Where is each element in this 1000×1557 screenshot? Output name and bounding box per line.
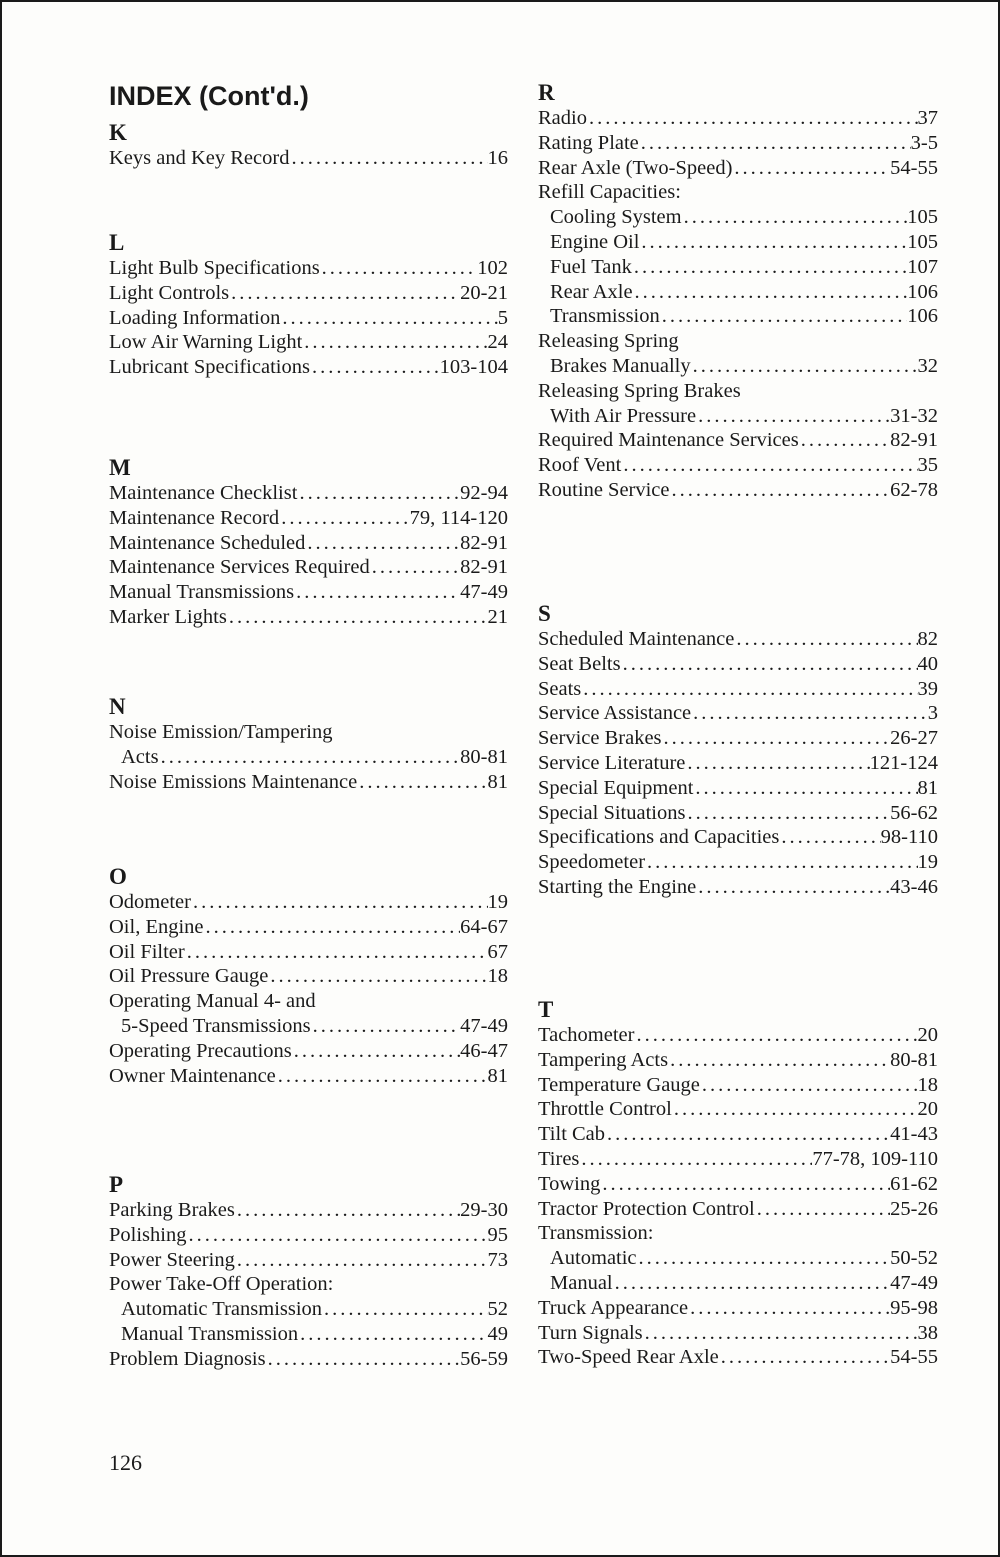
dot-leader (297, 481, 460, 506)
index-entry (538, 428, 938, 453)
entry-page: 95-98 (890, 1296, 938, 1319)
dot-leader (755, 1197, 890, 1222)
index-entry (538, 354, 938, 379)
entry-heading: Operating Manual 4- and (109, 990, 316, 1013)
index-entry (538, 751, 938, 776)
entry-page: 24 (487, 331, 508, 354)
dot-leader (691, 354, 918, 379)
index-entry (109, 1064, 508, 1089)
entry-page: 81 (917, 776, 938, 799)
dot-leader (191, 890, 488, 915)
entry-page: 18 (917, 1073, 938, 1096)
entry-page: 3 (927, 702, 938, 725)
index-entry (109, 1223, 508, 1248)
index-entry (538, 156, 938, 181)
entry-page: 73 (487, 1248, 508, 1271)
entry-page: 92-94 (460, 482, 508, 504)
index-entry (109, 940, 508, 965)
entry-text: Tires (538, 1147, 580, 1170)
dot-leader (643, 1321, 918, 1346)
index-entry (109, 580, 508, 605)
index-entry (538, 1097, 938, 1122)
entry-page: 43-46 (890, 875, 938, 898)
index-entry (538, 1172, 938, 1197)
dot-leader (633, 280, 908, 305)
entry-page: 35 (917, 454, 938, 477)
dot-leader (685, 801, 890, 826)
index-entry (109, 1198, 508, 1223)
dot-leader (266, 1347, 461, 1372)
entry-text: Rear Axle (Two-Speed) (538, 156, 733, 179)
entry-text: Operating Precautions (109, 1039, 292, 1062)
entry-heading: Transmission: (538, 1222, 654, 1245)
dot-leader (632, 255, 907, 280)
index-entry (538, 404, 938, 429)
dot-leader (268, 964, 487, 989)
entry-text: Speedometer (538, 851, 646, 874)
index-entry (109, 146, 508, 171)
entry-text: Scheduled Maintenance (538, 628, 735, 650)
entry-page: 81 (487, 1064, 508, 1087)
index-entry (538, 1197, 938, 1222)
dot-leader (691, 701, 928, 726)
entry-page: 102 (477, 257, 508, 279)
entry-text: Specifications and Capacities (538, 826, 780, 849)
dot-leader (229, 281, 460, 306)
dot-leader (320, 256, 478, 281)
dot-leader (639, 230, 907, 255)
index-entry (109, 355, 508, 380)
entry-text: Rating Plate (538, 131, 639, 154)
index-entry (538, 304, 938, 329)
entry-page: 54-55 (890, 156, 938, 179)
entry-text: Maintenance Services Required (109, 556, 370, 579)
index-entry (538, 1023, 938, 1048)
dot-leader (311, 1014, 461, 1039)
entry-page: 18 (487, 965, 508, 988)
entry-page: 39 (917, 677, 938, 700)
index-entry (538, 875, 938, 900)
entry-page: 56-59 (460, 1347, 508, 1370)
dot-leader (302, 330, 487, 355)
entry-page: 40 (917, 652, 938, 675)
entry-page: 56-62 (890, 801, 938, 824)
entry-page: 46-47 (460, 1039, 508, 1062)
index-entry (538, 627, 938, 652)
entry-text: Throttle Control (538, 1098, 672, 1121)
section-n (109, 694, 508, 794)
entry-text: Lubricant Specifications (109, 356, 310, 379)
entry-page: 47-49 (460, 581, 508, 604)
entry-heading: Noise Emission/Tampering (109, 721, 333, 743)
dot-leader (587, 106, 918, 131)
index-entry (109, 915, 508, 940)
index-entry (109, 1248, 508, 1273)
index-entry (538, 701, 938, 726)
entry-page: 62-78 (890, 478, 938, 501)
dot-leader (670, 478, 891, 503)
section-letter: K (109, 120, 127, 145)
entry-page: 81 (487, 770, 508, 793)
entry-text: Parking Brakes (109, 1199, 235, 1221)
index-entry (109, 531, 508, 556)
entry-page: 106 (907, 305, 938, 328)
index-entry (109, 555, 508, 580)
index-entry (538, 131, 938, 156)
index-entry (538, 825, 938, 850)
section-s (538, 601, 938, 900)
index-entry (109, 506, 508, 531)
entry-text: Oil Pressure Gauge (109, 965, 269, 988)
entry-page: 77-78, 109-110 (812, 1147, 938, 1170)
index-entry (109, 481, 508, 506)
entry-text: Seat Belts (538, 652, 621, 675)
entry-text: Rear Axle (550, 280, 633, 303)
index-entry (538, 1147, 938, 1172)
index-entry (109, 1297, 508, 1322)
section-l (109, 230, 508, 380)
entry-page: 64-67 (460, 915, 508, 938)
dot-leader (719, 1345, 890, 1370)
entry-page: 105 (907, 206, 938, 229)
entry-text: Tilt Cab (538, 1123, 606, 1146)
entry-text: Truck Appearance (538, 1296, 689, 1319)
entry-text: Noise Emissions Maintenance (109, 770, 358, 793)
entry-page: 98-110 (880, 826, 938, 849)
dot-leader (688, 1296, 890, 1321)
entry-text: Loading Information (109, 306, 281, 329)
dot-leader (185, 940, 488, 965)
entry-page: 32 (917, 354, 938, 377)
section-letter: O (109, 864, 127, 889)
dot-leader (159, 745, 461, 770)
dot-leader (732, 156, 890, 181)
dot-leader (734, 627, 917, 652)
index-entry (538, 255, 938, 280)
entry-text: Tachometer (538, 1024, 635, 1046)
entry-text: 5-Speed Transmissions (121, 1014, 311, 1037)
section-letter: T (538, 997, 554, 1022)
entry-page: 54-55 (890, 1346, 938, 1369)
entry-text: Polishing (109, 1223, 187, 1246)
entry-page: 47-49 (460, 1014, 508, 1037)
dot-leader (696, 875, 890, 900)
entry-page: 16 (487, 147, 508, 169)
dot-leader (289, 146, 487, 171)
entry-text: Odometer (109, 891, 191, 913)
entry-text: Manual (550, 1271, 613, 1294)
entry-text: Engine Oil (550, 230, 640, 253)
section-o (109, 864, 508, 1088)
index-entry (538, 850, 938, 875)
dot-leader (693, 776, 917, 801)
entry-page: 82-91 (460, 531, 508, 554)
section-t (538, 997, 938, 1370)
section-letter: P (109, 1172, 124, 1197)
entry-text: Cooling System (550, 206, 682, 229)
section-p (109, 1172, 508, 1372)
index-entry (538, 230, 938, 255)
dot-leader (700, 1073, 918, 1098)
entry-text: Owner Maintenance (109, 1064, 276, 1087)
entry-text: Routine Service (538, 478, 670, 501)
index-entry (109, 256, 508, 281)
index-entry (538, 776, 938, 801)
entry-text: Automatic (550, 1247, 637, 1270)
section-m (109, 455, 508, 630)
index-entry (109, 964, 508, 989)
dot-leader (305, 531, 460, 556)
entry-page: 50-52 (890, 1247, 938, 1270)
index-entry (109, 1347, 508, 1372)
entry-page: 20 (917, 1098, 938, 1121)
dot-leader (298, 1322, 487, 1347)
entry-text: Problem Diagnosis (109, 1347, 266, 1370)
entry-page: 3-5 (910, 131, 938, 154)
dot-leader (276, 1064, 488, 1089)
dot-leader (634, 1023, 917, 1048)
entry-text: Required Maintenance Services (538, 429, 799, 452)
dot-leader (227, 605, 488, 630)
index-entry (538, 453, 938, 478)
page-title: INDEX (Cont'd.) (109, 81, 309, 111)
dot-leader (799, 428, 890, 453)
entry-text: Oil Filter (109, 940, 185, 963)
dot-leader (294, 580, 460, 605)
entry-page: 80-81 (460, 745, 508, 768)
index-entry (538, 478, 938, 503)
dot-leader (310, 355, 440, 380)
index-entry (538, 801, 938, 826)
index-entry (538, 1246, 938, 1271)
dot-leader (600, 1172, 890, 1197)
entry-page: 106 (907, 280, 938, 303)
entry-page: 82-91 (460, 556, 508, 579)
dot-leader (605, 1122, 890, 1147)
entry-page: 82 (917, 628, 938, 650)
section-letter: M (109, 455, 131, 480)
entry-page: 80-81 (890, 1048, 938, 1071)
entry-text: Service Brakes (538, 727, 662, 750)
entry-page: 31-32 (890, 404, 938, 427)
entry-text: Power Steering (109, 1248, 235, 1271)
entry-text: With Air Pressure (550, 404, 697, 427)
section-letter: N (109, 694, 126, 719)
entry-page: 41-43 (890, 1123, 938, 1146)
entry-text: Two-Speed Rear Axle (538, 1346, 719, 1369)
index-entry (538, 1073, 938, 1098)
entry-page: 29-30 (460, 1199, 508, 1221)
entry-text: Service Literature (538, 751, 686, 774)
entry-text: Towing (538, 1172, 601, 1195)
index-entry (109, 770, 508, 795)
entry-text: Temperature Gauge (538, 1073, 700, 1096)
dot-leader (235, 1248, 488, 1273)
dot-leader (581, 677, 917, 702)
entry-text: Light Bulb Specifications (109, 257, 320, 279)
entry-text: Turn Signals (538, 1321, 643, 1344)
entry-page: 47-49 (890, 1271, 938, 1294)
index-entry (538, 1122, 938, 1147)
dot-leader (186, 1223, 487, 1248)
entry-page: 82-91 (890, 429, 938, 452)
entry-text: Special Situations (538, 801, 686, 824)
entry-text: Keys and Key Record (109, 147, 290, 169)
index-entry (109, 306, 508, 331)
entry-text: Low Air Warning Light (109, 331, 303, 354)
entry-page: 103-104 (439, 356, 508, 379)
index-entry (538, 726, 938, 751)
entry-heading: Releasing Spring (538, 330, 679, 353)
index-entry (538, 205, 938, 230)
dot-leader (292, 1039, 460, 1064)
entry-text: Fuel Tank (550, 255, 632, 278)
entry-heading: Releasing Spring Brakes (538, 379, 741, 402)
dot-leader (370, 555, 460, 580)
entry-text: Acts (121, 745, 159, 768)
entry-page: 20-21 (460, 281, 508, 304)
dot-leader (668, 1048, 890, 1073)
entry-page: 26-27 (890, 727, 938, 750)
section-letter: S (538, 601, 551, 626)
index-entry (538, 652, 938, 677)
section-letter: R (538, 80, 555, 105)
entry-text: Manual Transmission (121, 1322, 299, 1345)
index-entry (538, 677, 938, 702)
entry-text: Tampering Acts (538, 1048, 669, 1071)
entry-page: 25-26 (890, 1197, 938, 1220)
dot-leader (672, 1097, 918, 1122)
dot-leader (779, 825, 880, 850)
index-entry (538, 1321, 938, 1346)
entry-heading: Refill Capacities: (538, 181, 681, 204)
entry-page: 19 (487, 891, 508, 913)
entry-text: Service Assistance (538, 702, 692, 725)
entry-page: 95 (487, 1223, 508, 1246)
dot-leader (639, 131, 911, 156)
dot-leader (579, 1147, 812, 1172)
index-entry (109, 745, 508, 770)
entry-text: Light Controls (109, 281, 230, 304)
entry-page: 21 (487, 605, 508, 628)
index-entry (109, 1322, 508, 1347)
entry-text: Marker Lights (109, 605, 227, 628)
dot-leader (204, 915, 461, 940)
index-entry (109, 1014, 508, 1039)
entry-page: 105 (907, 230, 938, 253)
entry-page: 79, 114-120 (409, 506, 508, 529)
index-entry (109, 330, 508, 355)
entry-text: Maintenance Checklist (109, 482, 298, 504)
dot-leader (279, 506, 409, 531)
dot-leader (613, 1271, 891, 1296)
index-entry (109, 605, 508, 630)
entry-text: Oil, Engine (109, 915, 204, 938)
entry-text: Special Equipment (538, 776, 694, 799)
entry-text: Radio (538, 107, 587, 129)
index-entry (109, 890, 508, 915)
entry-page: 52 (487, 1298, 508, 1321)
section-k (109, 120, 508, 171)
entry-page: 67 (487, 940, 508, 963)
entry-page: 61-62 (890, 1172, 938, 1195)
index-entry (538, 1345, 938, 1370)
entry-page: 107 (907, 255, 938, 278)
dot-leader (621, 453, 917, 478)
dot-leader (662, 726, 891, 751)
dot-leader (637, 1246, 891, 1271)
entry-page: 20 (917, 1024, 938, 1046)
dot-leader (280, 306, 497, 331)
entry-page: 38 (917, 1321, 938, 1344)
dot-leader (645, 850, 917, 875)
entry-page: 19 (917, 851, 938, 874)
entry-text: Transmission (550, 305, 660, 328)
entry-text: Maintenance Scheduled (109, 531, 306, 554)
entry-text: Roof Vent (538, 454, 622, 477)
entry-page: 121-124 (869, 751, 938, 774)
section-r (538, 80, 938, 503)
index-entry (109, 1039, 508, 1064)
page-number: 126 (109, 1450, 142, 1475)
entry-heading: Power Take-Off Operation: (109, 1273, 334, 1296)
index-entry (538, 106, 938, 131)
entry-text: Maintenance Record (109, 506, 280, 529)
dot-leader (685, 751, 869, 776)
index-entry (538, 1296, 938, 1321)
index-entry (538, 1271, 938, 1296)
entry-page: 37 (917, 107, 938, 129)
dot-leader (235, 1198, 460, 1223)
dot-leader (621, 652, 918, 677)
dot-leader (660, 304, 908, 329)
index-entry (538, 1048, 938, 1073)
entry-page: 5 (497, 306, 508, 329)
dot-leader (357, 770, 487, 795)
entry-text: Seats (538, 677, 582, 700)
entry-text: Tractor Protection Control (538, 1197, 755, 1220)
index-entry (109, 281, 508, 306)
dot-leader (696, 404, 890, 429)
entry-text: Starting the Engine (538, 875, 697, 898)
index-entry (538, 280, 938, 305)
entry-text: Automatic Transmission (121, 1298, 323, 1321)
entry-text: Manual Transmissions (109, 581, 295, 604)
dot-leader (682, 205, 908, 230)
entry-page: 49 (487, 1322, 508, 1345)
section-letter: L (109, 230, 125, 255)
dot-leader (322, 1297, 487, 1322)
entry-text: Brakes Manually (550, 354, 691, 377)
